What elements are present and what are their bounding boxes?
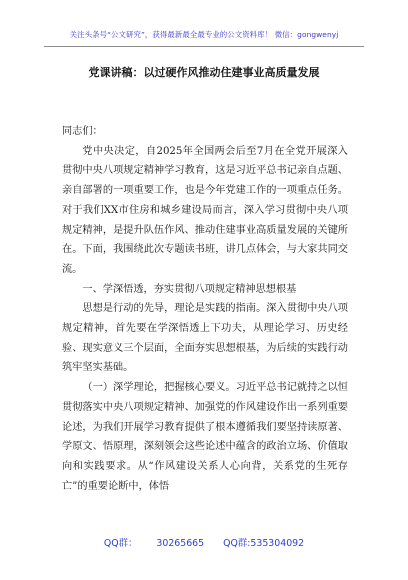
paragraph: 思想是行动的先导，理论是实践的指南。深入贯彻中央八项规定精神，首先要在学深悟透上下功夫，从理论学习、历史经验、现实意义三个层面，全面夯实思想根基，为后续的实践行动筑牢坚实基础。 bbox=[62, 303, 348, 374]
footer-qq-group-1: QQ群： 30265665 bbox=[103, 538, 205, 549]
salutation: 同志们： bbox=[62, 126, 103, 137]
footer-contact bbox=[0, 535, 408, 549]
section-heading: 一、学深悟透，夯实贯彻八项规定精神思想根基 bbox=[82, 283, 297, 295]
header-divider bbox=[44, 46, 364, 47]
paragraph: （一）深学理论，把握核心要义。习近平总书记就持之以恒贯彻落实中央八项规定精神、加强党的作风建设作出一系列重要论述，为我们开展学习教育提供了根本遵循我们要坚持读原著、学原文、悟原理，深刻领会这些论述中蕴含的政治立场、价值取向和实践要求。从“作风建设关系人心向背，关系党的生死存亡”的重要论断中，体悟 bbox=[62, 382, 348, 492]
page-title: 党课讲稿：以过硬作风推动住建事业高质量发展 bbox=[88, 66, 320, 79]
footer-qq-group-2: QQ群:535304092 bbox=[223, 538, 305, 549]
document-body bbox=[62, 122, 348, 496]
header-banner: 关注头条号“公文研究”，获得最新最全最专业的公文资料库！ 微信：gongwenyj bbox=[69, 30, 339, 39]
paragraph: 党中央决定，自2025年全国两会后至7月在全党开展深入贯彻中央八项规定精神学习教育，这是习近平总书记亲自点题、亲自部署的一项重要工作，也是今年党建工作的一项重点任务。对于我们XX市住房和城乡建设局而言，深入学习贯彻中央八项规定精神，是提升队伍作风、推动住建事业高质量发展的关键所在。下面，我围绕此次专题读书班，讲几点体会，与大家共同交流。 bbox=[62, 145, 348, 275]
